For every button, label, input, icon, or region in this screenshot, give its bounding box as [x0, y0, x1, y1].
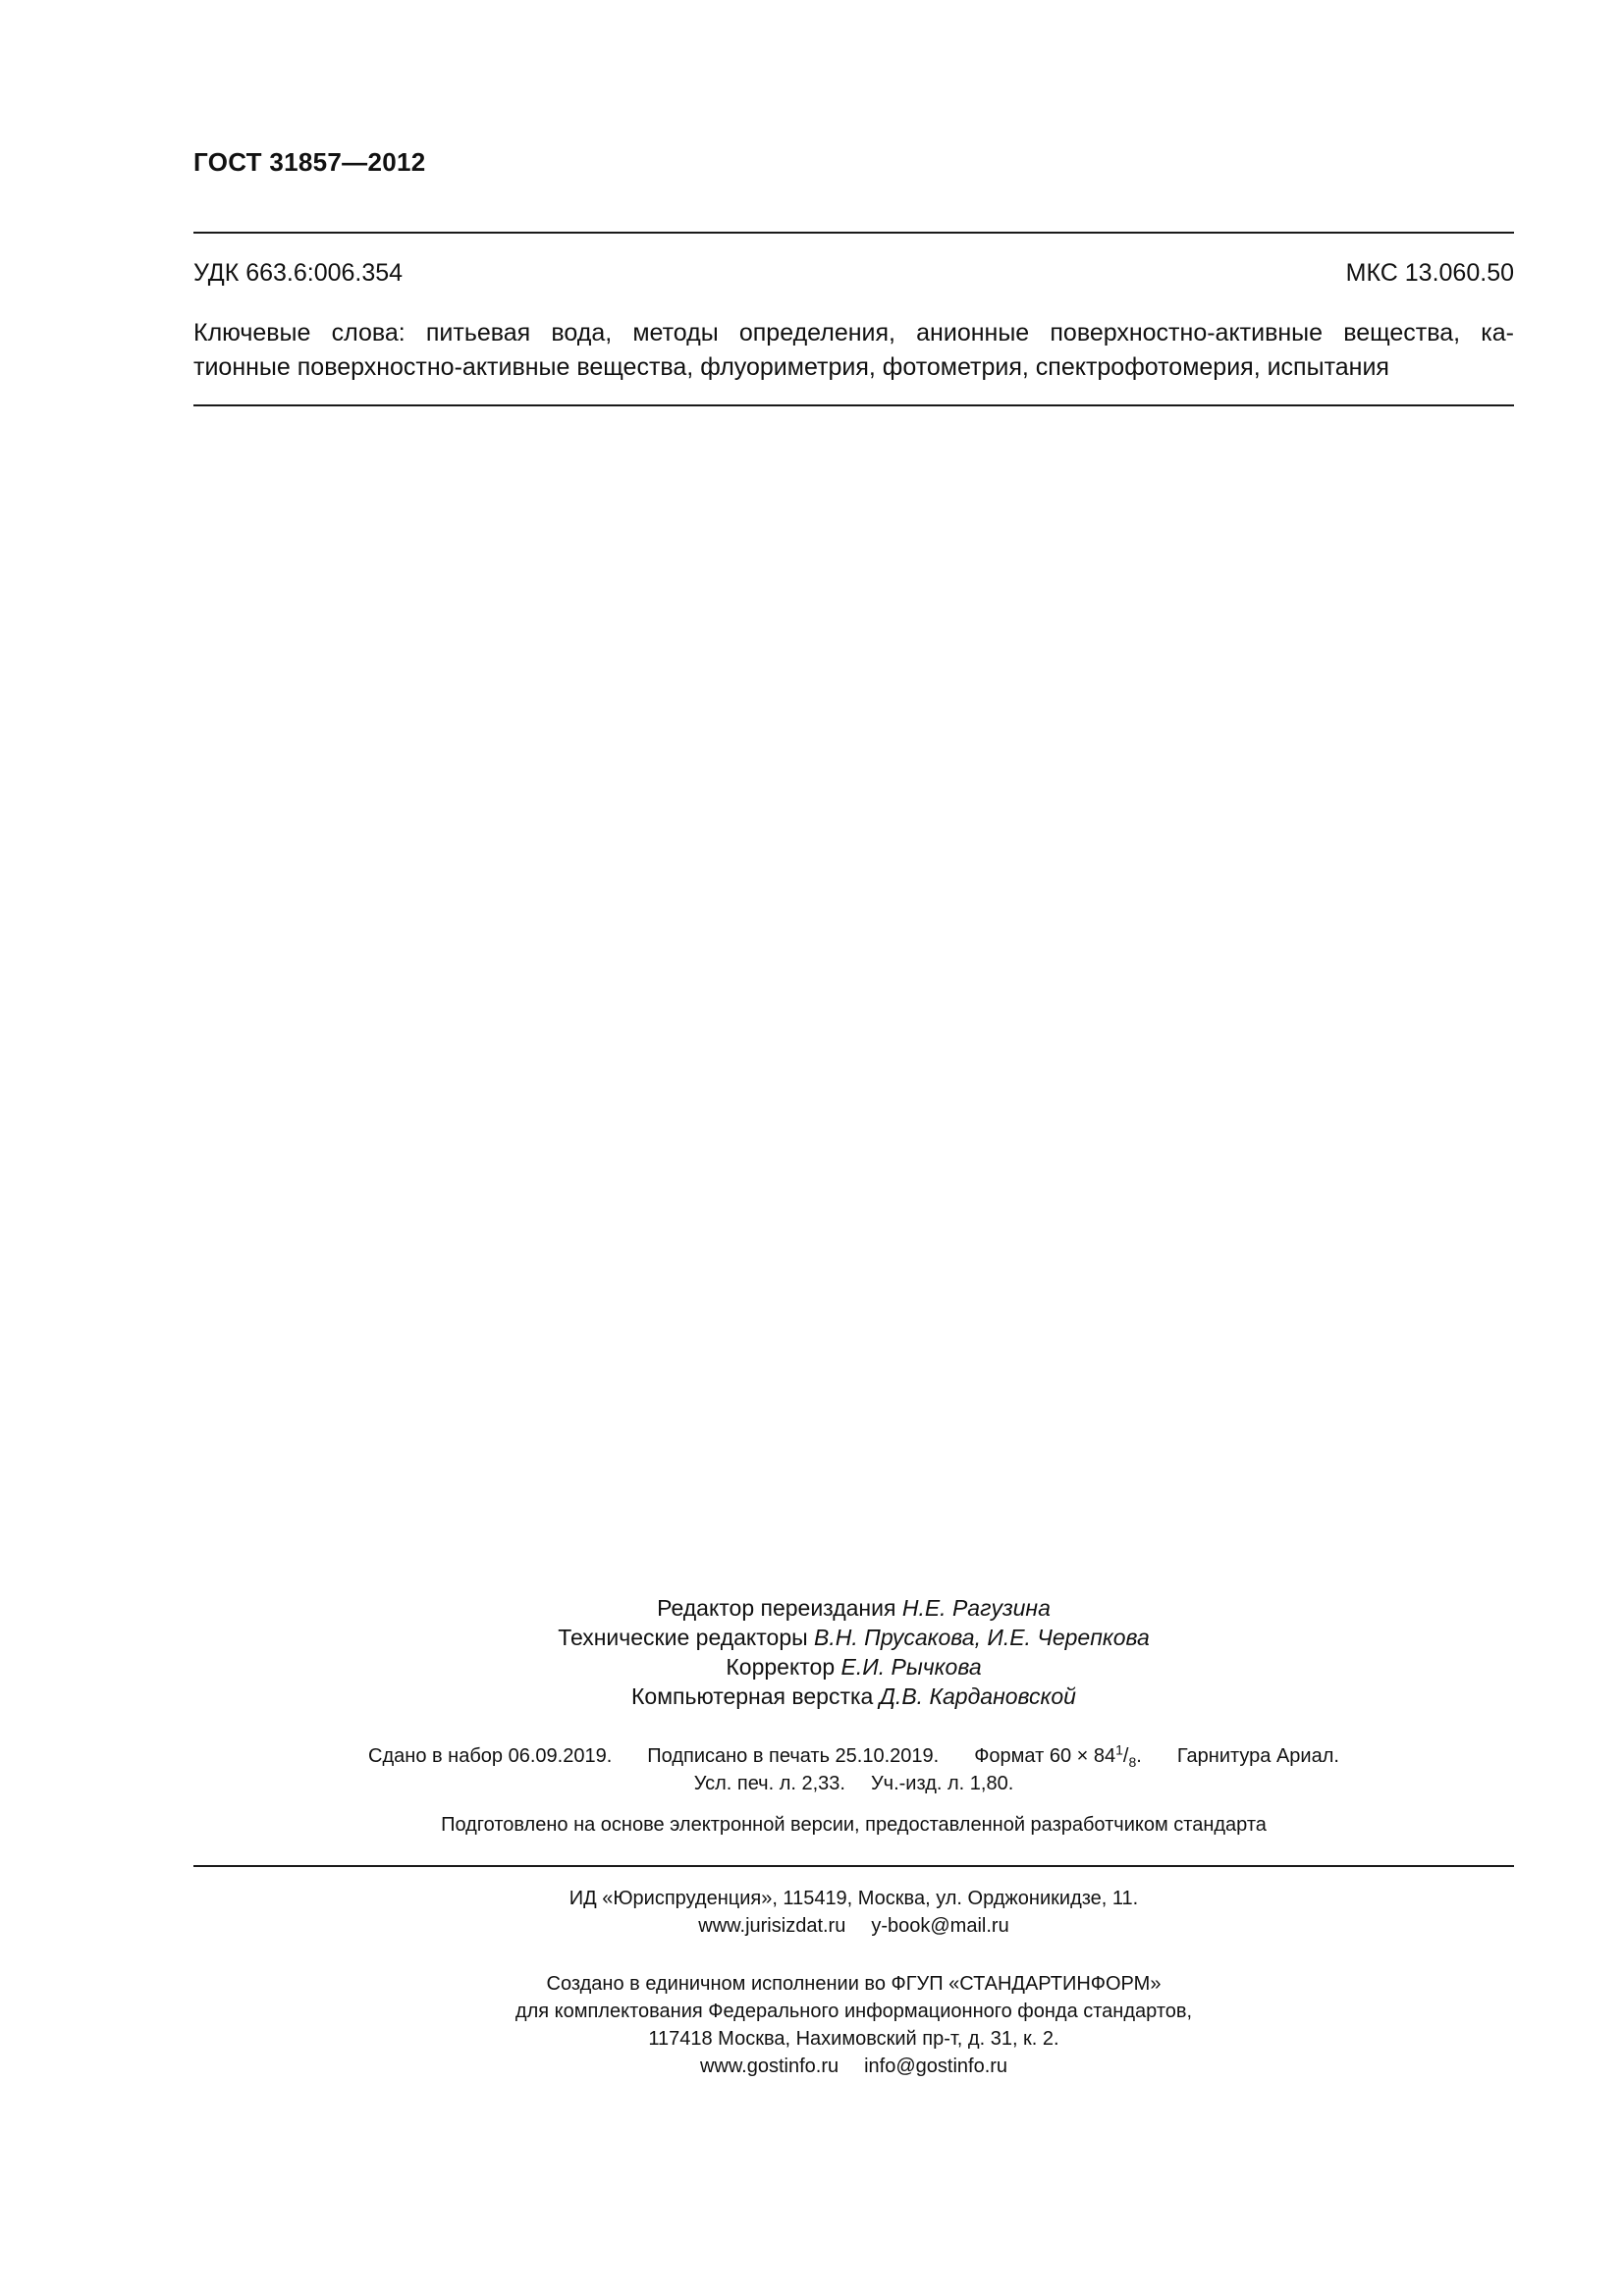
- typeface: Гарнитура Ариал.: [1176, 1745, 1339, 1767]
- credit-tech-label: Технические редакторы: [558, 1625, 815, 1650]
- credit-tech-names: В.Н. Прусакова, И.Е. Черепкова: [814, 1625, 1150, 1650]
- print-sheets: Усл. печ. л. 2,33.: [693, 1773, 845, 1794]
- created-line-3: 117418 Москва, Нахимовский пр-т, д. 31, к. 2.: [648, 2028, 1059, 2050]
- credit-layout: [193, 1682, 1514, 1711]
- print-format: Формат $60 \times 84^1/_8$.: [974, 1741, 1142, 1770]
- publisher-email-link[interactable]: y-book@mail.ru: [871, 1915, 1009, 1937]
- keywords-divider: [193, 404, 1514, 406]
- credit-corrector-name: Е.И. Рычкова: [840, 1654, 982, 1680]
- print-info-line-1: [193, 1742, 1514, 1770]
- keywords-line-1: Ключевые слова: питьевая вода, методы определения, анионные поверхностно-активные вещества, ка-: [193, 319, 1514, 347]
- gostinfo-site-link[interactable]: www.gostinfo.ru: [699, 2056, 839, 2077]
- footer-divider: [193, 1865, 1514, 1867]
- typeset-date: Сдано в набор 06.09.2019.: [368, 1745, 613, 1767]
- credit-editor: [193, 1593, 1514, 1623]
- print-info-block: [193, 1742, 1514, 1797]
- publishing-sheets: Уч.-изд. л. 1,80.: [870, 1773, 1014, 1794]
- credit-layout-name: Д.В. Кардановской: [879, 1683, 1076, 1709]
- print-info-line-2: [193, 1770, 1514, 1797]
- signed-date: Подписано в печать 25.10.2019.: [647, 1745, 940, 1767]
- prepared-note: Подготовлено на основе электронной версии, предоставленной разработчиком стандарта: [441, 1814, 1267, 1836]
- document-title: ГОСТ 31857—2012: [193, 147, 426, 177]
- created-line-2: для комплектования Федерального информационного фонда стандартов,: [514, 2001, 1193, 2022]
- created-line-1: Создано в единичном исполнении во ФГУП «СТАНДАРТИНФОРМ»: [546, 1973, 1162, 1995]
- keywords-paragraph: [193, 316, 1514, 385]
- credit-layout-label: Компьютерная верстка: [631, 1683, 880, 1709]
- credit-tech-editors: [193, 1623, 1514, 1652]
- publisher-address: ИД «Юриспруденция», 115419, Москва, ул. Орджоникидзе, 11.: [568, 1888, 1139, 1909]
- publisher-block: [193, 1885, 1514, 1940]
- udk-code: УДК 663.6:006.354: [193, 259, 404, 287]
- publisher-site-link[interactable]: www.jurisizdat.ru: [698, 1915, 846, 1937]
- created-block: [193, 1970, 1514, 2080]
- top-divider: [193, 232, 1514, 234]
- gostinfo-email-link[interactable]: info@gostinfo.ru: [864, 2056, 1008, 2077]
- credit-editor-label: Редактор переиздания: [657, 1595, 902, 1621]
- created-contacts: [193, 2053, 1514, 2080]
- credit-corrector: [193, 1652, 1514, 1682]
- credit-corrector-label: Корректор: [726, 1654, 841, 1680]
- credit-editor-name: Н.Е. Рагузина: [901, 1595, 1051, 1621]
- mks-code: МКС 13.060.50: [1345, 259, 1514, 287]
- keywords-line-2: тионные поверхностно-активные вещества, флуориметрия, фотометрия, спектрофотомерия, испытания: [193, 353, 1389, 381]
- publisher-contacts: [193, 1912, 1514, 1940]
- credits-block: [193, 1593, 1514, 1711]
